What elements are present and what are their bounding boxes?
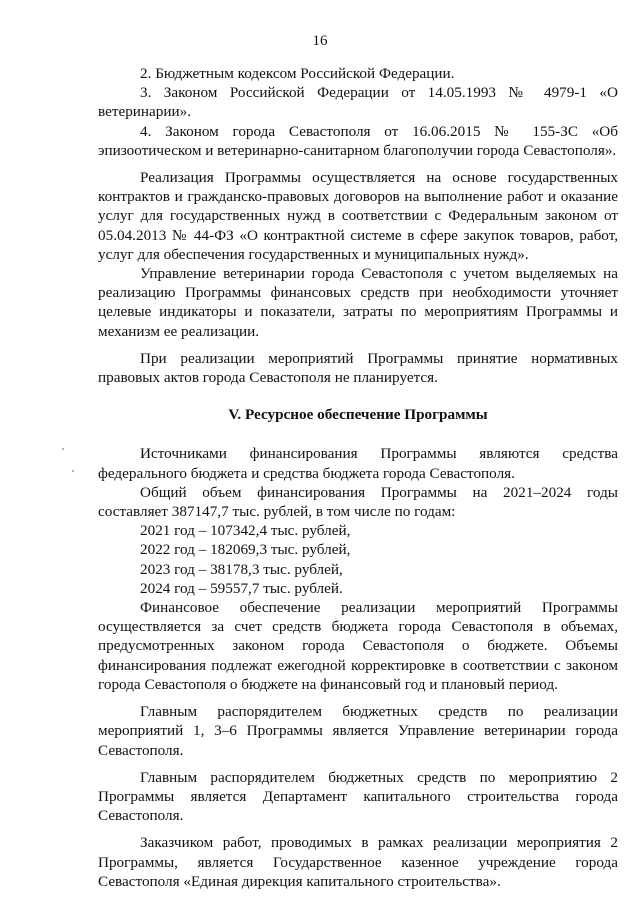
paragraph: Заказчиком работ, проводимых в рамках реализации мероприятия 2 Программы, является Государственное казенное учреждение города Севастополя «Единая дирекция капитального строительства». — [98, 834, 618, 890]
law-item: 2. Бюджетным кодексом Российской Федерации. — [140, 65, 455, 82]
scan-speck — [62, 448, 64, 450]
funding-year-2022: 2022 год – 182069,3 тыс. рублей, — [140, 541, 351, 559]
law-item: 4. Законом города Севастополя от 16.06.2015 № 155-ЗС «Об эпизоотическом и ветеринарно-санитарном благополучии города Севастополя». — [98, 122, 618, 159]
document-body — [98, 64, 618, 891]
paragraph: Управление ветеринарии города Севастополя с учетом выделяемых на реализацию Программы финансовых средств при необходимости уточняет целевые индикаторы и показатели, затраты по мероприятиям Программы и механизм ее реализации. — [98, 265, 618, 340]
paragraph: Главным распорядителем бюджетных средств по мероприятию 2 Программы является Департамент капитального строительства города Севастополя. — [98, 768, 618, 825]
paragraph: Финансовое обеспечение реализации мероприятий Программы осуществляется за счет средств бюджета города Севастополя в объемах, предусмотренных законом города Севастополя о бюджете. Объемы финансирования подлежат ежегодной корректировке в соответствии с законом города Севастополя о бюджете на финансовый год и плановый период. — [98, 599, 618, 693]
funding-total: Общий объем финансирования Программы на 2021–2024 годы составляет 387147,7 тыс. рублей, в том числе по годам: — [98, 483, 618, 521]
paragraph: Главным распорядителем бюджетных средств по реализации мероприятий 1, 3–6 Программы является Управление ветеринарии города Севастополя. — [98, 703, 618, 759]
funding-year-2023: 2023 год – 38178,3 тыс. рублей, — [140, 560, 343, 578]
page-number: 16 — [312, 33, 328, 49]
law-item: 3. Законом Российской Федерации от 14.05.1993 № 4979-1 «О ветеринарии». — [98, 84, 618, 121]
paragraph: При реализации мероприятий Программы принятие нормативных правовых актов города Севастополя не планируется. — [98, 349, 618, 387]
paragraph: Реализация Программы осуществляется на основе государственных контрактов и гражданско-правовых договоров на выполнение работ и оказание услуг для государственных нужд в соответствии с Федеральным законом от 05.04.2013 № 44-ФЗ «О контрактной системе в сфере закупок товаров, работ, услуг для обеспечения государственных и муниципальных нужд». — [98, 169, 618, 263]
funding-sources: Источниками финансирования Программы являются средства федерального бюджета и средства бюджета города Севастополя. — [98, 445, 618, 482]
funding-year-2024: 2024 год – 59557,7 тыс. рублей. — [140, 579, 343, 597]
funding-year-2021: 2021 год – 107342,4 тыс. рублей, — [140, 522, 351, 540]
scan-speck — [72, 470, 74, 472]
section-heading: V. Ресурсное обеспечение Программы — [228, 406, 488, 424]
